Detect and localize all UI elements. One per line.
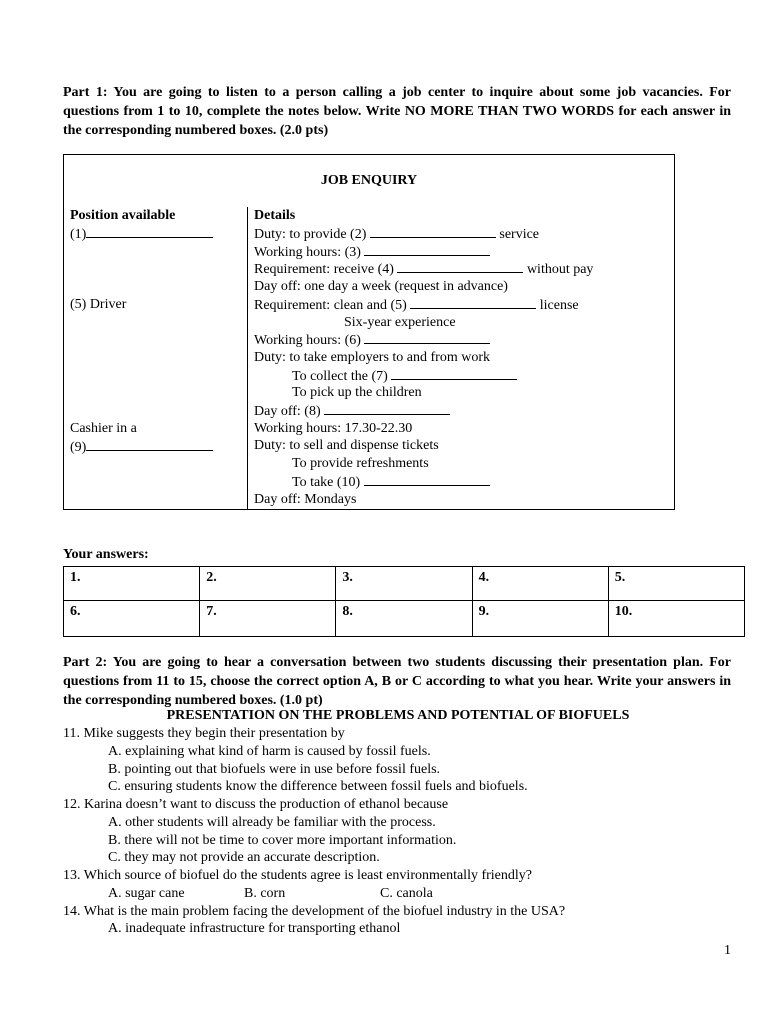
- details-line: [254, 296, 579, 315]
- details-text-suffix: license: [536, 297, 579, 313]
- job-enquiry-title: JOB ENQUIRY: [320, 173, 418, 188]
- details-line: [292, 455, 429, 473]
- details-line: [344, 314, 456, 332]
- details-text: Duty: to provide (2): [254, 227, 370, 242]
- answer-box-3[interactable]: 3.: [336, 567, 472, 601]
- details-text: Requirement: receive (4): [254, 262, 398, 278]
- details-text-suffix: without pay: [523, 262, 594, 278]
- details-line: [254, 243, 490, 262]
- details-text: To provide refreshments: [292, 456, 429, 472]
- details-line: [292, 473, 490, 492]
- details-line: [254, 402, 450, 421]
- answer-box-4[interactable]: 4.: [472, 567, 608, 601]
- details-text: Day off: one day a week (request in advance): [254, 279, 508, 295]
- details-line: [254, 491, 356, 509]
- position-2: (5) Driver: [70, 297, 127, 312]
- details-line: [254, 331, 490, 350]
- question-12: 12. Karina doesn’t want to discuss the production of ethanol because: [63, 797, 449, 812]
- details-text: To take (10): [292, 474, 364, 490]
- details-text: Day off: (8): [254, 404, 325, 419]
- position-3-line1: Cashier in a: [70, 421, 137, 436]
- position-3-line2: (9): [70, 438, 213, 457]
- answer-box-7[interactable]: 7.: [200, 601, 336, 637]
- answer-box-9[interactable]: 9.: [472, 601, 608, 637]
- details-header: Details: [254, 208, 296, 223]
- option-11a[interactable]: A. explaining what kind of harm is caused by fossil fuels.: [108, 744, 431, 759]
- question-13: 13. Which source of biofuel do the students agree is least environmentally friendly?: [63, 868, 532, 883]
- part1-instruction: Part 1: You are going to listen to a person calling a job center to inquire about some job vacancies. For questions from 1 to 10, complete the notes below. Write NO MORE THAN TWO WORDS for each answer in the corresponding numbered boxes. (2.0 pts): [63, 85, 731, 138]
- position-1: (1): [70, 225, 213, 244]
- question-14: 14. What is the main problem facing the development of the biofuel industry in the USA?: [63, 904, 566, 919]
- position-header: Position available: [70, 208, 176, 223]
- details-line: [254, 260, 593, 279]
- option-13c[interactable]: C. canola: [380, 886, 433, 901]
- answer-box-5[interactable]: 5.: [608, 567, 744, 601]
- option-11c[interactable]: C. ensuring students know the difference between fossil fuels and biofuels.: [108, 779, 528, 794]
- answer-box-8[interactable]: 8.: [336, 601, 472, 637]
- answer-box-10[interactable]: 10.: [608, 601, 744, 637]
- details-line: [254, 349, 490, 367]
- details-text: Six-year experience: [344, 314, 456, 330]
- answer-blank: [397, 260, 523, 273]
- details-text: Duty: to take employers to and from work: [254, 349, 491, 365]
- part2-title: PRESENTATION ON THE PROBLEMS AND POTENTIAL OF BIOFUELS: [166, 708, 630, 723]
- answer-blank: [364, 473, 490, 486]
- answer-blank: [391, 367, 517, 380]
- job-enquiry-box: [63, 154, 675, 510]
- answer-box-2[interactable]: 2.: [200, 567, 336, 601]
- answer-blank: [86, 438, 213, 451]
- answers-table: [63, 566, 745, 637]
- option-13a[interactable]: A. sugar cane: [108, 886, 185, 901]
- option-14a[interactable]: A. inadequate infrastructure for transporting ethanol: [108, 921, 401, 936]
- details-line: [254, 420, 412, 438]
- details-text: To collect the (7): [292, 368, 392, 384]
- answer-blank: [410, 296, 536, 309]
- column-divider: [247, 207, 248, 509]
- answers-label: Your answers:: [63, 547, 149, 562]
- answer-blank: [370, 225, 496, 238]
- details-text: Day off: Mondays: [254, 491, 357, 507]
- details-line: [254, 225, 539, 244]
- option-12c[interactable]: C. they may not provide an accurate description.: [108, 850, 380, 865]
- details-text: Duty: to sell and dispense tickets: [254, 438, 439, 454]
- page-number: 1: [724, 943, 731, 958]
- details-line: [292, 367, 517, 386]
- details-text: To pick up the children: [292, 385, 422, 401]
- answer-blank: [364, 331, 490, 344]
- details-line: [292, 384, 422, 402]
- option-12a[interactable]: A. other students will already be familiar with the process.: [108, 815, 436, 830]
- details-text: Requirement: clean and (5): [254, 297, 411, 313]
- answer-box-1[interactable]: 1.: [64, 567, 200, 601]
- option-13b[interactable]: B. corn: [244, 886, 286, 901]
- question-11: 11. Mike suggests they begin their presentation by: [63, 726, 345, 741]
- answer-blank: [364, 243, 490, 256]
- details-text-suffix: service: [495, 227, 540, 242]
- answer-box-6[interactable]: 6.: [64, 601, 200, 637]
- option-12b[interactable]: B. there will not be time to cover more important information.: [108, 833, 457, 848]
- part2-instruction: Part 2: You are going to hear a conversation between two students discussing their presentation plan. For questions from 11 to 15, choose the correct option A, B or C according to what you hear. Write your answers in the corresponding numbered boxes. (1.0 pt): [63, 655, 731, 708]
- answer-blank: [86, 225, 213, 238]
- details-text: Working hours: (3): [254, 244, 365, 260]
- answer-blank: [324, 402, 450, 415]
- option-11b[interactable]: B. pointing out that biofuels were in use before fossil fuels.: [108, 762, 441, 777]
- details-text: Working hours: (6): [254, 333, 365, 349]
- details-text: Working hours: 17.30-22.30: [254, 420, 413, 436]
- details-line: [254, 437, 439, 455]
- details-line: [254, 278, 508, 296]
